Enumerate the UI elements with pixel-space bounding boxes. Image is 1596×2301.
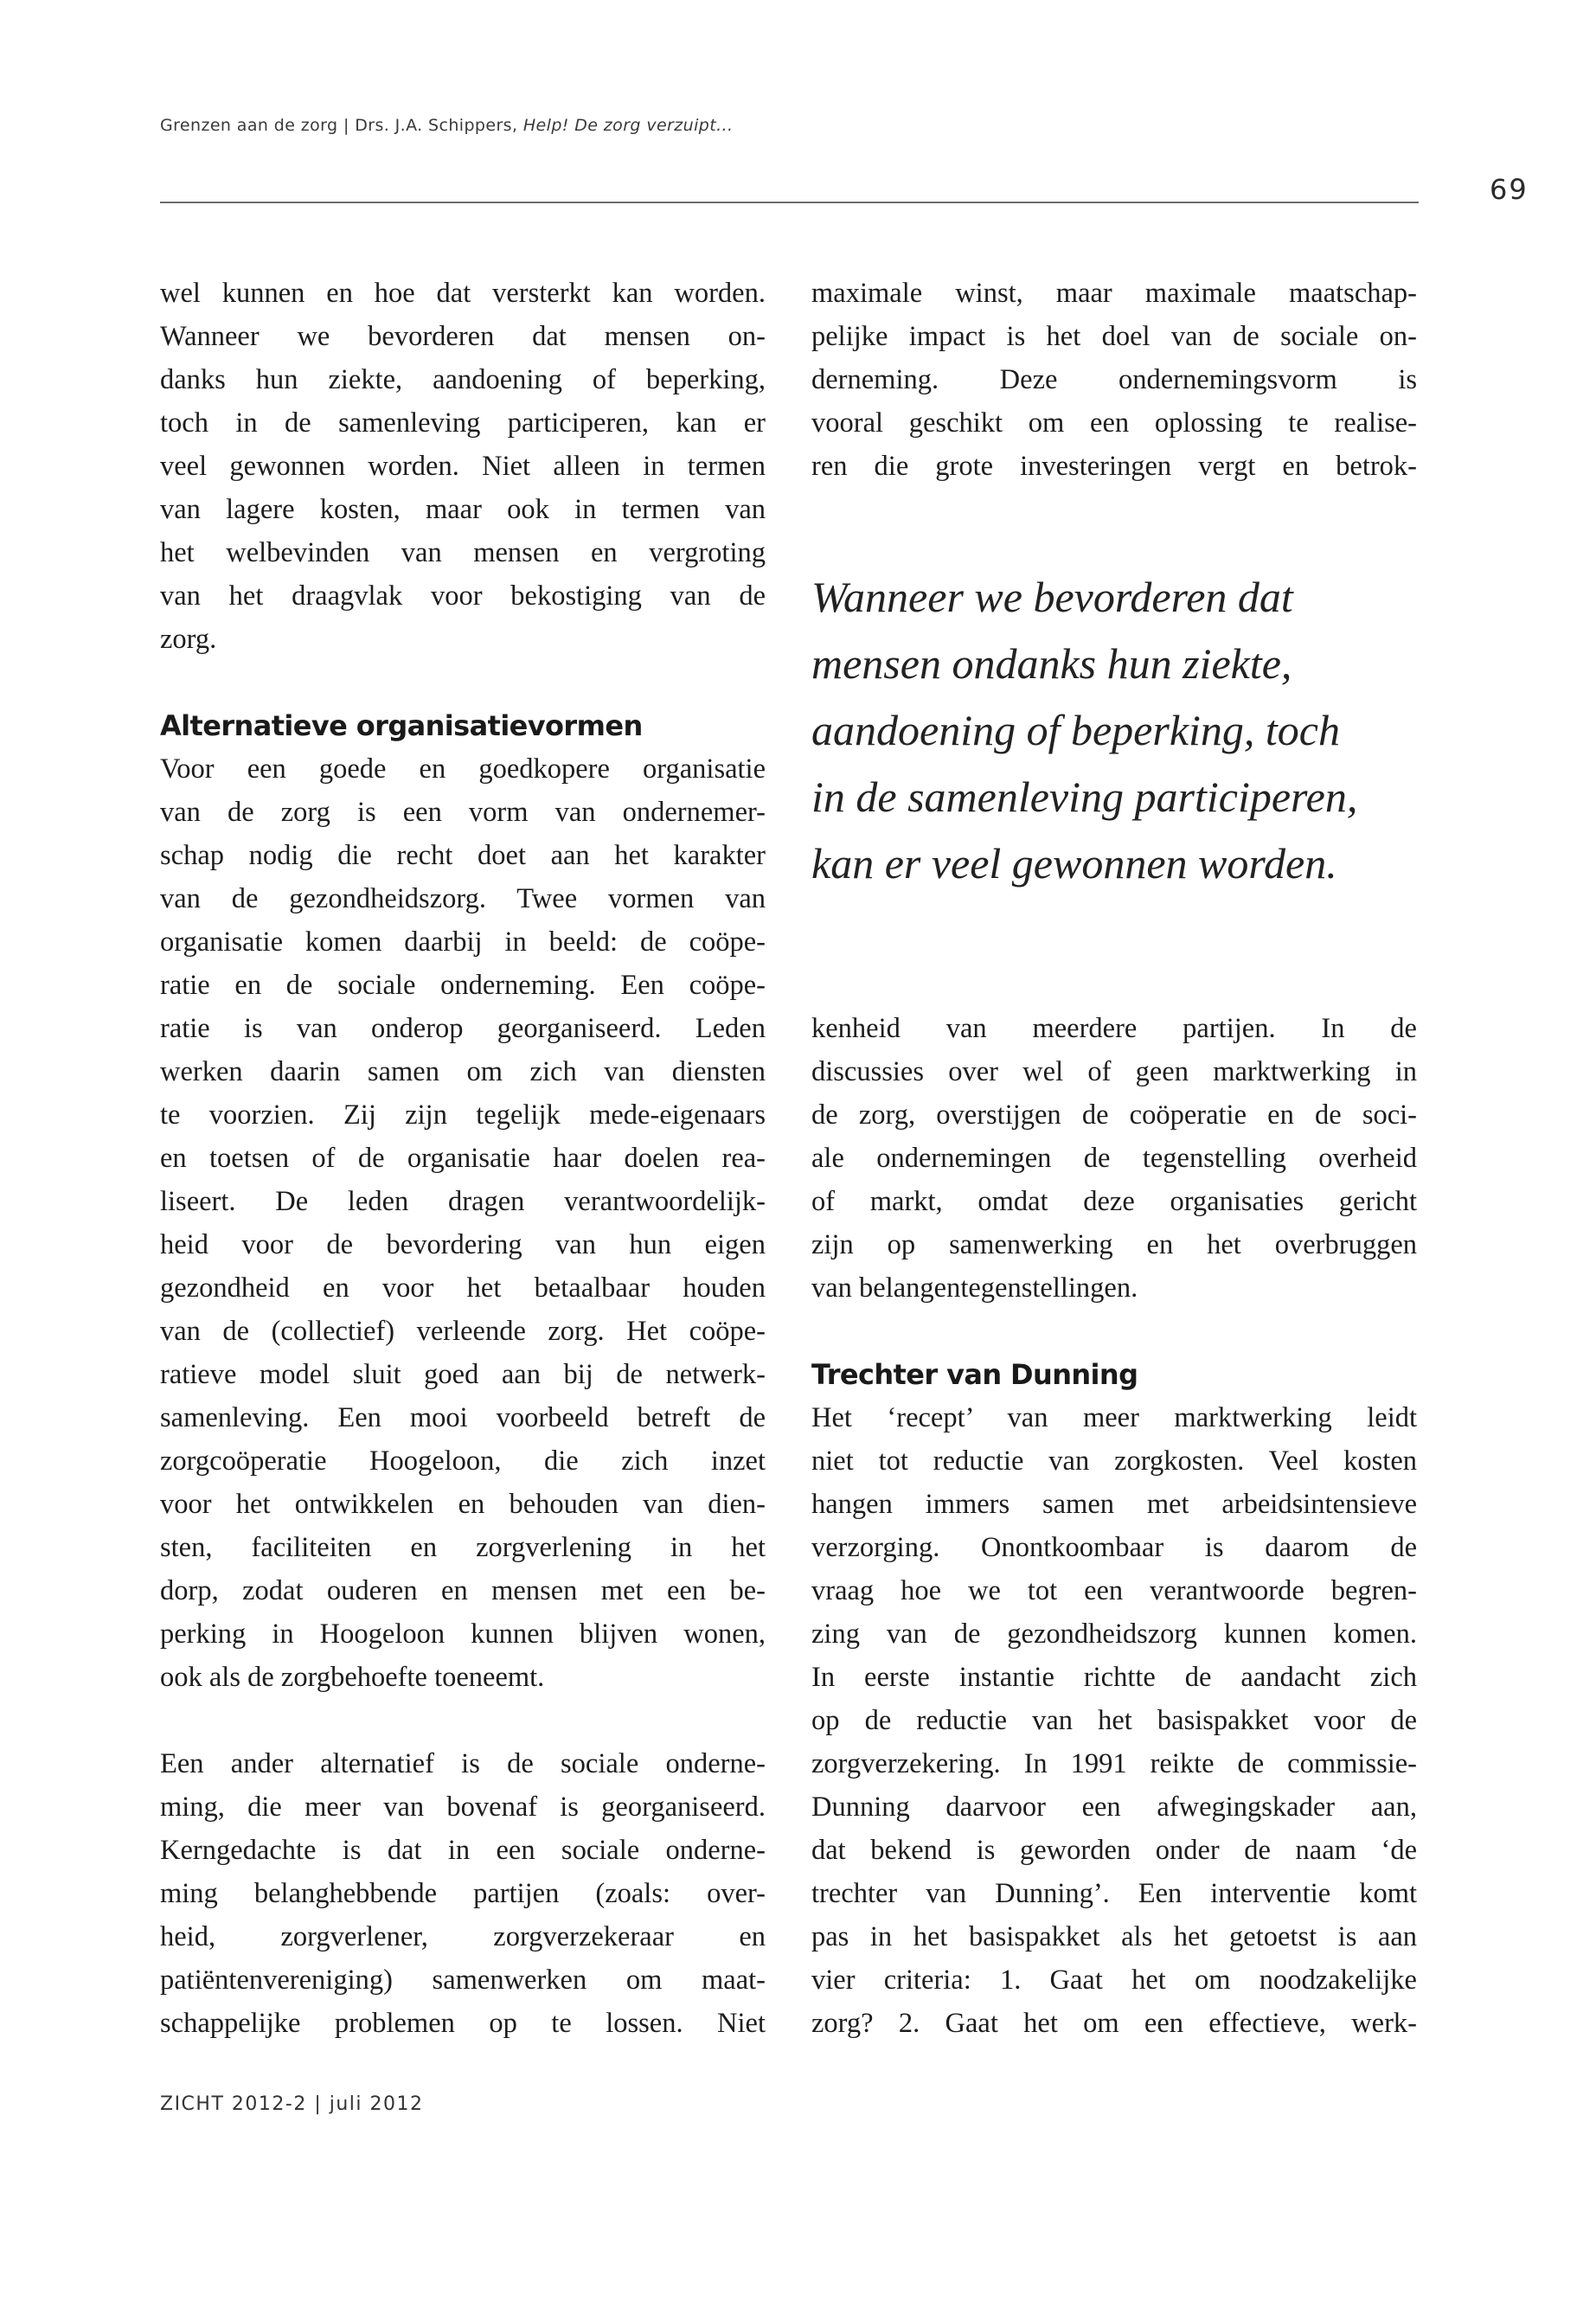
text-line: heid voor de bevordering van hun eigen <box>160 1229 766 1260</box>
text-line: organisatie komen daarbij in beeld: de coöpe- <box>160 926 766 958</box>
text-line: In eerste instantie richtte de aandacht zich <box>811 1662 1417 1693</box>
continued-paragraph <box>811 1007 1417 1310</box>
paragraph-gap <box>160 1699 766 1742</box>
pull-quote-line: aandoening of beperking, toch <box>811 706 1340 754</box>
text-line: niet tot reductie van zorgkosten. Veel kosten <box>811 1445 1417 1477</box>
text-line: verzorging. Onontkoombaar is daarom de <box>811 1532 1417 1563</box>
text-line: voor het ontwikkelen en behouden van dien- <box>160 1489 766 1520</box>
text-line: van de (collectief) verleende zorg. Het coöpe- <box>160 1316 766 1347</box>
text-line: danks hun ziekte, aandoening of beperking, <box>160 364 766 395</box>
text-line: pelijke impact is het doel van de sociale on- <box>811 321 1417 352</box>
text-line: Kerngedachte is dat in een sociale onderne- <box>160 1835 766 1866</box>
text-line: Wanneer we bevorderen dat mensen on- <box>160 321 766 352</box>
text-line: Een ander alternatief is de sociale onderne- <box>160 1748 766 1779</box>
text-line: de zorg, overstijgen de coöperatie en de soci- <box>811 1099 1417 1131</box>
text-line: ook als de zorgbehoefte toeneemt. <box>160 1662 545 1693</box>
text-line: van de zorg is een vorm van ondernemer- <box>160 797 766 828</box>
text-line: samenleving. Een mooi voorbeeld betreft de <box>160 1402 766 1433</box>
text-line: heid, zorgverlener, zorgverzekeraar en <box>160 1921 766 1952</box>
text-line: te voorzien. Zij zijn tegelijk mede-eigenaars <box>160 1099 766 1131</box>
text-line: ale ondernemingen de tegenstelling overheid <box>811 1143 1417 1174</box>
text-line: ratie en de sociale onderneming. Een coöpe- <box>160 970 766 1001</box>
text-line: Voor een goede en goedkopere organisatie <box>160 753 766 785</box>
text-line: toch in de samenleving participeren, kan er <box>160 407 766 439</box>
text-line: of markt, omdat deze organisaties gericht <box>811 1186 1417 1217</box>
text-line: van de gezondheidszorg. Twee vormen van <box>160 883 766 914</box>
pull-quote-line: mensen ondanks hun ziekte, <box>811 639 1292 688</box>
text-line: liseert. De leden dragen verantwoordelijk- <box>160 1186 766 1217</box>
section-paragraph <box>160 747 766 1699</box>
author-name: Drs. J.A. Schippers, <box>355 116 518 135</box>
section-paragraph <box>811 1396 1417 2045</box>
text-line: ming, die meer van bovenaf is georganiseerd. <box>160 1791 766 1823</box>
text-line: zorgcoöperatie Hoogeloon, die zich inzet <box>160 1445 766 1477</box>
section-paragraph <box>160 1742 766 2045</box>
right-column-bottom <box>811 1007 1417 2045</box>
running-header <box>160 116 733 135</box>
text-line: pas in het basispakket als het getoetst is aan <box>811 1921 1417 1952</box>
right-column-top <box>811 272 1417 488</box>
text-line: zijn op samenwerking en het overbruggen <box>811 1229 1417 1260</box>
text-line: van belangentegenstellingen. <box>811 1272 1138 1304</box>
text-line: ratie is van onderop georganiseerd. Leden <box>160 1013 766 1044</box>
text-line: Het ‘recept’ van meer marktwerking leidt <box>811 1402 1417 1433</box>
text-line: veel gewonnen worden. Niet alleen in termen <box>160 451 766 482</box>
text-line: Dunning daarvoor een afwegingskader aan, <box>811 1791 1417 1823</box>
text-line: schappelijke problemen op te lossen. Niet <box>160 2008 766 2039</box>
text-line: dorp, zodat ouderen en mensen met een be- <box>160 1575 766 1606</box>
intro-paragraph <box>160 272 766 661</box>
header-separator: | <box>343 116 349 135</box>
text-line: maximale winst, maar maximale maatschap- <box>811 278 1417 309</box>
text-line: dat bekend is geworden onder de naam ‘de <box>811 1835 1417 1866</box>
text-line: zorg. <box>160 624 217 655</box>
left-column <box>160 272 766 2045</box>
text-line: sten, faciliteiten en zorgverlening in het <box>160 1532 766 1563</box>
text-line: trechter van Dunning’. Een interventie komt <box>811 1878 1417 1909</box>
text-line: perking in Hoogeloon kunnen blijven wonen, <box>160 1618 766 1650</box>
text-line: schap nodig die recht doet aan het karakter <box>160 840 766 871</box>
running-title: Grenzen aan de zorg <box>160 116 338 135</box>
header-rule <box>160 202 1419 203</box>
text-line: werken daarin samen om zich van diensten <box>160 1056 766 1087</box>
text-line: op de reductie van het basispakket voor de <box>811 1705 1417 1736</box>
text-line: ren die grote investeringen vergt en betrok- <box>811 451 1417 482</box>
text-line: vier criteria: 1. Gaat het om noodzakelijke <box>811 1965 1417 1996</box>
text-line: zorg? 2. Gaat het om een effectieve, werk- <box>811 2008 1417 2039</box>
article-title: Help! De zorg verzuipt... <box>522 116 734 135</box>
text-line: hangen immers samen met arbeidsintensieve <box>811 1489 1417 1520</box>
text-line: discussies over wel of geen marktwerking in <box>811 1056 1417 1087</box>
section-heading: Alternatieve organisatievormen <box>160 709 643 742</box>
pull-quote-line: kan er veel gewonnen worden. <box>811 839 1337 888</box>
section-heading: Trechter van Dunning <box>811 1358 1138 1391</box>
text-line: en toetsen of de organisatie haar doelen rea- <box>160 1143 766 1174</box>
pull-quote-line: in de samenleving participeren, <box>811 772 1358 821</box>
paragraph-gap <box>811 1310 1417 1353</box>
journal-footer: ZICHT 2012-2 | juli 2012 <box>160 2093 424 2115</box>
text-line: ratieve model sluit goed aan bij de netwerk- <box>160 1359 766 1390</box>
text-line: van het draagvlak voor bekostiging van de <box>160 580 766 612</box>
text-line: het welbevinden van mensen en vergroting <box>160 537 766 568</box>
text-line: patiëntenvereniging) samenwerken om maat- <box>160 1965 766 1996</box>
text-line: van lagere kosten, maar ook in termen van <box>160 494 766 525</box>
page-number: 69 <box>1490 173 1529 206</box>
text-line: zing van de gezondheidszorg kunnen komen. <box>811 1618 1417 1650</box>
text-line: kenheid van meerdere partijen. In de <box>811 1013 1417 1044</box>
text-line: derneming. Deze ondernemingsvorm is <box>811 364 1417 395</box>
text-line: zorgverzekering. In 1991 reikte de commissie- <box>811 1748 1417 1779</box>
paragraph-gap <box>160 661 766 704</box>
pull-quote <box>811 564 1417 897</box>
text-line: vraag hoe we tot een verantwoorde begren- <box>811 1575 1417 1606</box>
pull-quote-line: Wanneer we bevorderen dat <box>811 573 1293 621</box>
text-line: ming belanghebbende partijen (zoals: over- <box>160 1878 766 1909</box>
text-line: vooral geschikt om een oplossing te realise- <box>811 407 1417 439</box>
text-line: wel kunnen en hoe dat versterkt kan worden. <box>160 278 766 309</box>
text-line: gezondheid en voor het betaalbaar houden <box>160 1272 766 1304</box>
